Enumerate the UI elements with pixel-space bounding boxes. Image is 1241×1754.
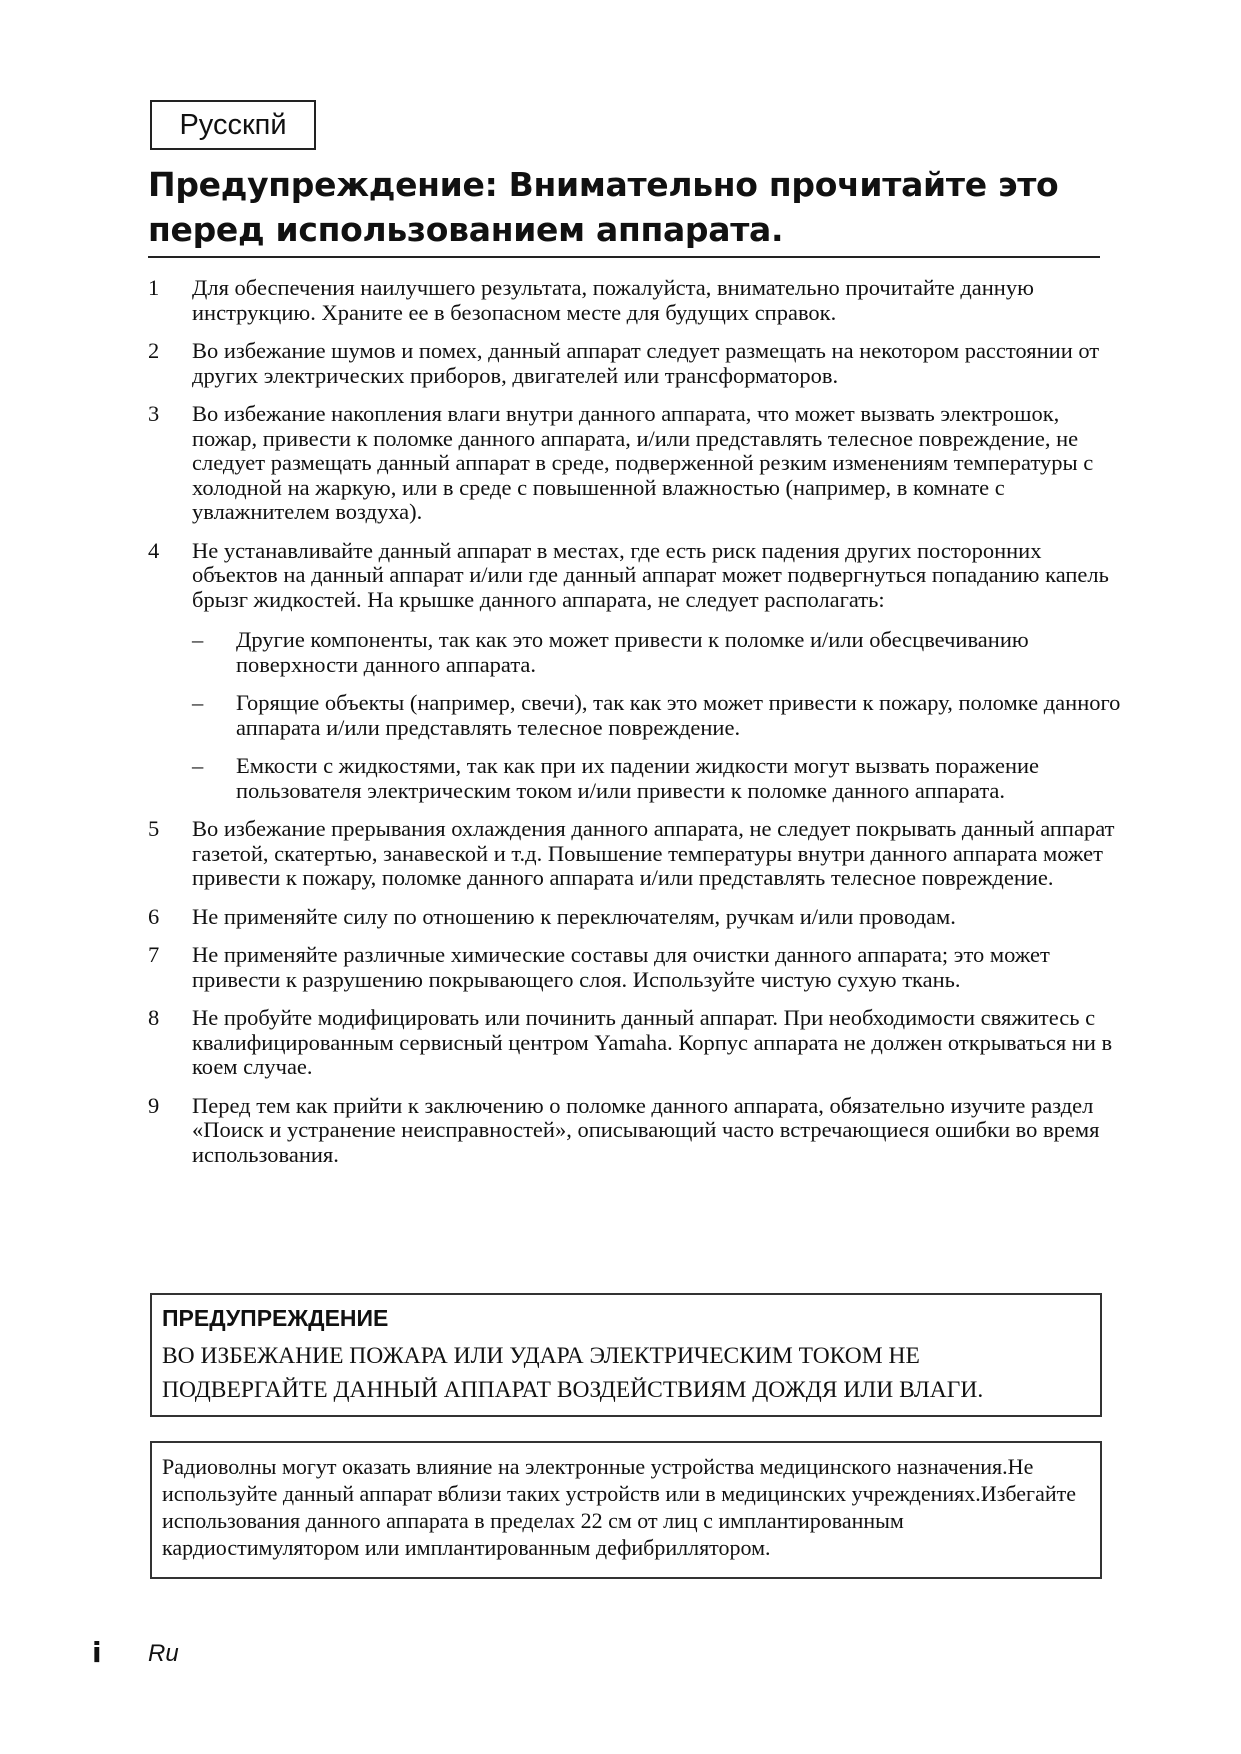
item-number: 5: [148, 816, 160, 841]
item-text: Во избежание шумов и помех, данный аппарат следует размещать на некотором расстоянии от других электрических приборов, двигателей или трансформаторов.: [192, 338, 1100, 388]
list-item: [148, 1006, 1128, 1080]
item-number: 2: [148, 338, 160, 363]
sub-list-item: [192, 691, 1128, 740]
sub-item-text: Горящие объекты (например, свечи), так как это может привести к пожару, поломке данного аппарата и/или представлять телесное повреждение.: [236, 690, 1121, 740]
item-number: 3: [148, 401, 160, 426]
item-text: Не устанавливайте данный аппарат в местах, где есть риск падения других посторонних объектов на данный аппарат и/или где данный аппарат может подвергнуться попаданию капель брызг жидкостей. На крышке данного аппарата, не следует располагать:: [192, 537, 1109, 612]
warning-heading: ПРЕДУПРЕЖДЕНИЕ: [162, 1305, 389, 1331]
list-item: [148, 905, 1128, 930]
list-item: [148, 1094, 1128, 1168]
list-item: [148, 817, 1128, 891]
dash-marker: –: [192, 753, 204, 778]
sub-list-item: [192, 754, 1128, 803]
item-number: 6: [148, 903, 160, 929]
dash-marker: –: [192, 627, 204, 652]
item-text: Не применяйте силу по отношению к переключателям, ручкам и/или проводам.: [192, 903, 956, 929]
list-item: [148, 943, 1128, 992]
sub-item-text: Емкости с жидкостями, так как при их падении жидкости могут вызвать поражение пользователя электрическим током и/или привести к поломке данного аппарата.: [236, 753, 1040, 803]
radio-notice-text: Радиоволны могут оказать влияние на электронные устройства медицинского назначения.Не используйте данный аппарат вблизи таких устройств или в медицинских учреждениях.Избегайте использования данного аппарата в пределах 22 см от лиц с имплантированным кардиостимулятором или имплантированным дефибриллятором.: [162, 1454, 1076, 1560]
item-number: 8: [148, 1005, 160, 1030]
precautions-list: [148, 276, 1128, 1181]
item-number: 9: [148, 1092, 160, 1118]
sub-list-item: [192, 628, 1128, 677]
item-text: Во избежание накопления влаги внутри данного аппарата, что может вызвать электрошок, пожар, привести к поломке данного аппарата, и/или представлять телесное повреждение, не следует размещать данный аппарат в среде, подверженной резким изменениям температуры с холодной на жаркую, или в среде с повышенной влажностью (например, в комнате с увлажнителем воздуха).: [192, 401, 1094, 524]
item-number: 4: [148, 537, 160, 563]
sub-item-text: Другие компоненты, так как это может привести к поломке и/или обесцвечиванию поверхности данного аппарата.: [236, 627, 1029, 677]
page-title: Предупреждение: Внимательно прочитайте это перед использованием аппарата.: [148, 165, 1059, 249]
item-number: 7: [148, 942, 160, 967]
item-text: Во избежание прерывания охлаждения данного аппарата, не следует покрывать данный аппарат газетой, скатертью, занавеской и т.д. Повышение температуры внутри данного аппарата может привести к пожару, поломке данного аппарата и/или представлять телесное повреждение.: [192, 816, 1115, 890]
title-divider: [148, 256, 1100, 258]
language-label-box: [150, 100, 316, 150]
item-text: Перед тем как прийти к заключению о поломке данного аппарата, обязательно изучите раздел «Поиск и устранение неисправностей», описывающий часто встречающиеся ошибки во время использования.: [192, 1092, 1100, 1167]
radio-notice-box: [150, 1441, 1102, 1579]
item-text: Для обеспечения наилучшего результата, пожалуйста, внимательно прочитайте данную инструкцию. Храните ее в безопасном месте для будущих справок.: [192, 275, 1034, 325]
list-item: [148, 339, 1128, 388]
item-text: Не пробуйте модифицировать или починить данный аппарат. При необходимости свяжитесь с квалифицированным сервисный центром Yamaha. Корпус аппарата не должен открываться ни в коем случае.: [192, 1005, 1113, 1079]
item-number: 1: [148, 275, 160, 300]
language-label: Русскпй: [179, 108, 287, 141]
warning-text: ВО ИЗБЕЖАНИЕ ПОЖАРА ИЛИ УДАРА ЭЛЕКТРИЧЕСКИМ ТОКОМ НЕ ПОДВЕРГАЙТЕ ДАННЫЙ АППАРАТ ВОЗДЕЙСТВИЯМ ДОЖДЯ ИЛИ ВЛАГИ.: [162, 1343, 984, 1403]
list-item: [148, 402, 1128, 525]
item-text: Не применяйте различные химические составы для очистки данного аппарата; это может привести к разрушению покрывающего слоя. Используйте чистую сухую ткань.: [192, 942, 1050, 992]
footer-language: Ru: [148, 1640, 179, 1667]
sub-list: [192, 628, 1128, 803]
list-item: [148, 276, 1128, 325]
page-number: i: [92, 1636, 102, 1669]
list-item: [148, 539, 1128, 804]
dash-marker: –: [192, 690, 204, 715]
warning-box: [150, 1293, 1102, 1417]
